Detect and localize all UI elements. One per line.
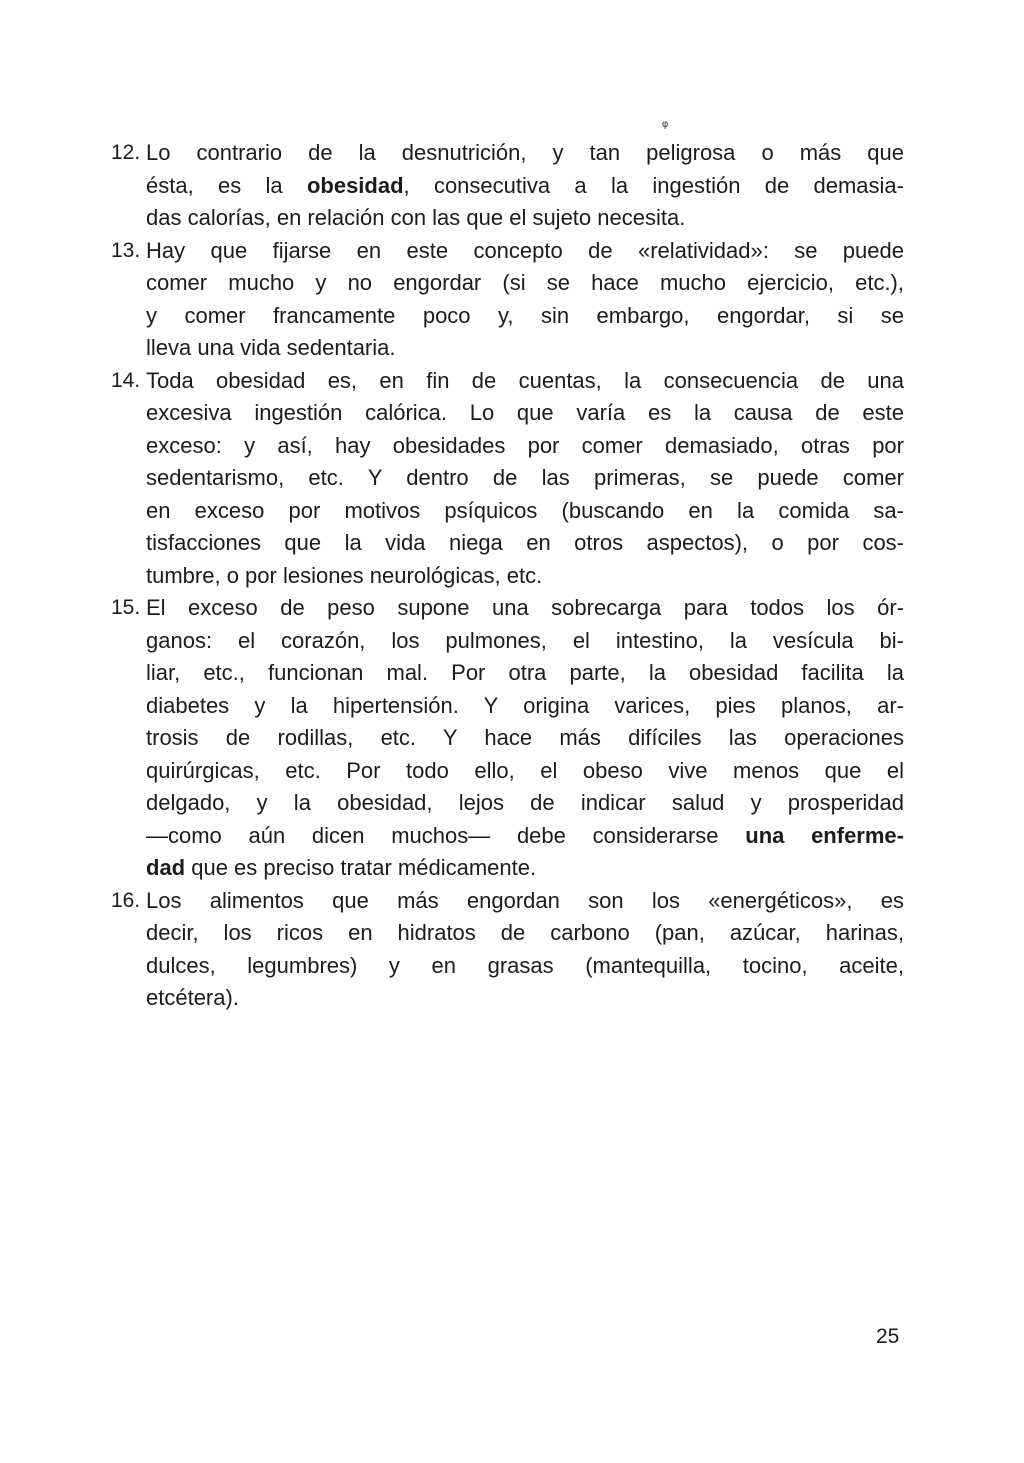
text-segment: Hay que fijarse en este concepto de «relatividad»: se puede [146,237,904,263]
text-segment: tumbre, o por lesiones neurológicas, etc. [146,562,543,588]
text-segment: Los alimentos que más engordan son los «energéticos», es [146,887,904,913]
text-line [146,722,904,755]
bold-term: dad [146,855,186,880]
text-line [146,690,904,723]
text-line [146,495,904,528]
text-line [146,137,904,170]
text-line [146,300,904,333]
text-line [146,982,239,1015]
item-number: 14. [111,368,141,392]
text-segment: y comer francamente poco y, sin embargo, engordar, si se [146,302,904,328]
text-line [146,332,396,365]
text-line [146,755,904,788]
text-segment: trosis de rodillas, etc. Y hace más difíciles las operaciones [146,725,904,750]
text-segment: decir, los ricos en hidratos de carbono (pan, azúcar, harinas, [146,920,904,945]
text-line [146,170,904,203]
text-segment: excesiva ingestión calórica. Lo que varía es la causa de este [146,400,904,425]
text-line [146,202,685,235]
text-line [146,625,904,658]
bold-term: una enferme- [745,822,904,848]
text-segment: tisfacciones que la vida niega en otros aspectos), o por cos- [146,530,904,555]
text-segment: liar, etc., funcionan mal. Por otra parte, la obesidad facilita la [146,660,904,685]
printer-mark: ᵩ [662,113,669,129]
text-line [146,235,904,268]
text-line [146,950,904,983]
text-segment: Lo contrario de la desnutrición, y tan peligrosa o más que [146,140,904,165]
item-number: 13. [111,238,141,262]
text-line [146,462,904,495]
text-segment: dulces, legumbres) y en grasas (mantequilla, tocino, aceite, [146,952,904,978]
item-number: 16. [111,888,141,912]
text-line [146,917,904,950]
text-segment: etcétera). [146,985,239,1010]
text-segment: , consecutiva a la ingestión de demasia- [403,172,904,198]
bold-term: obesidad [306,172,404,198]
text-line [146,560,542,593]
text-segment: ésta, es la [146,172,307,198]
text-segment: Toda obesidad es, en fin de cuentas, la consecuencia de una [146,367,904,393]
page-number: 25 [876,1325,900,1348]
text-line [146,820,904,853]
text-segment: delgado, y la obesidad, lejos de indicar salud y prosperidad [146,790,904,815]
text-line [146,852,536,885]
text-segment: que es preciso tratar médicamente. [185,855,537,880]
text-line [146,885,904,918]
text-segment: El exceso de peso supone una sobrecarga para todos los ór- [146,595,904,620]
text-line [146,527,904,560]
text-line [146,397,904,430]
text-segment: ganos: el corazón, los pulmones, el intestino, la vesícula bi- [146,627,904,653]
text-line [146,787,904,820]
text-segment: exceso: y así, hay obesidades por comer demasiado, otras por [146,432,904,458]
text-segment: —como aún dicen muchos— debe considerarse [146,822,746,848]
text-segment: comer mucho y no engordar (si se hace mucho ejercicio, etc.), [146,270,904,295]
text-segment: lleva una vida sedentaria. [146,335,396,360]
text-segment: das calorías, en relación con las que el sujeto necesita. [146,205,686,230]
text-line [146,592,904,625]
item-number: 12. [111,141,141,164]
text-segment: en exceso por motivos psíquicos (buscando en la comida sa- [146,497,904,523]
text-line [146,267,904,300]
text-segment: diabetes y la hipertensión. Y origina varices, pies planos, ar- [146,692,904,718]
text-segment: sedentarismo, etc. Y dentro de las primeras, se puede comer [146,465,904,490]
item-number: 15. [111,596,141,619]
text-segment: quirúrgicas, etc. Por todo ello, el obeso vive menos que el [146,757,904,783]
text-line [146,430,904,463]
text-line [146,657,904,690]
text-line [146,365,904,398]
